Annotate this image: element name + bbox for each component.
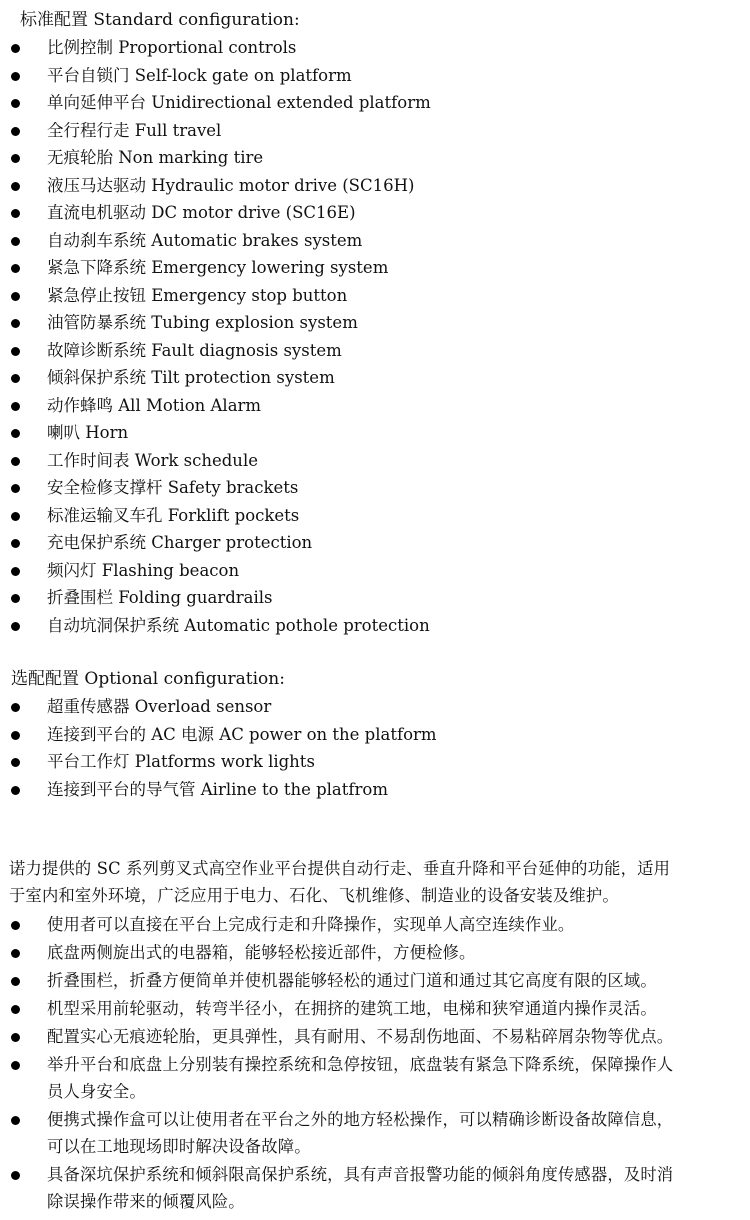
list-item	[0, 254, 750, 282]
bullet-icon	[11, 264, 20, 273]
list-item	[0, 117, 750, 145]
list-item-text: 工作时间表 Work schedule	[47, 450, 258, 470]
bullet-icon	[11, 758, 20, 767]
list-item-text: 倾斜保护系统 Tilt protection system	[47, 368, 335, 387]
feature-item	[0, 967, 750, 994]
list-item-text: 动作蜂鸣 All Motion Alarm	[47, 395, 262, 415]
list-item-text: 紧急停止按钮 Emergency stop button	[47, 285, 348, 305]
list-item	[0, 34, 750, 62]
list-item	[0, 392, 750, 420]
list-item	[0, 529, 750, 557]
bullet-icon	[11, 949, 20, 958]
list-item	[0, 419, 750, 447]
list-item-text: 折叠围栏 Folding guardrails	[47, 588, 273, 607]
feature-text: 配置实心无痕迹轮胎，更具弹性，具有耐用、不易刮伤地面、不易粘碎屑杂物等优点。	[47, 1027, 674, 1046]
list-item	[0, 144, 750, 172]
list-item	[0, 62, 750, 90]
list-item-text: 单向延伸平台 Unidirectional extended platform	[47, 93, 431, 112]
list-item-text: 液压马达驱动 Hydraulic motor drive (SC16H)	[47, 175, 415, 195]
list-item	[0, 748, 750, 776]
list-item	[0, 89, 750, 117]
list-item-text: 平台自锁门 Self-lock gate on platform	[47, 65, 352, 85]
list-item	[0, 309, 750, 337]
list-item-text: 频闪灯 Flashing beacon	[47, 560, 240, 580]
intro-line: 于室内和室外环境，广泛应用于电力、石化、飞机维修、制造业的设备安装及维护。	[9, 886, 619, 905]
feature-text-continued: 可以在工地现场即时解决设备故障。	[47, 1137, 311, 1156]
feature-text: 具备深坑保护系统和倾斜限高保护系统，具有声音报警功能的倾斜角度传感器，及时消	[47, 1165, 674, 1184]
bullet-icon	[11, 731, 20, 740]
bullet-icon	[11, 347, 20, 356]
list-item	[0, 584, 750, 612]
list-item-text: 标准运输叉车孔 Forklift pockets	[47, 505, 300, 525]
feature-text: 举升平台和底盘上分别装有操控系统和急停按钮，底盘装有紧急下降系统，保障操作人	[47, 1055, 674, 1074]
list-item-text: 故障诊断系统 Fault diagnosis system	[47, 340, 342, 360]
feature-item	[0, 939, 750, 966]
standard-config-list	[0, 34, 750, 639]
feature-text: 底盘两侧旋出式的电器箱，能够轻松接近部件，方便检修。	[47, 943, 476, 962]
bullet-icon	[11, 99, 20, 108]
list-item-text: 无痕轮胎 Non marking tire	[47, 148, 264, 167]
bullet-icon	[11, 512, 20, 521]
intro-paragraph	[9, 855, 744, 909]
list-item	[0, 557, 750, 585]
bullet-icon	[11, 539, 20, 548]
feature-item	[0, 911, 750, 938]
list-item	[0, 721, 750, 749]
feature-item	[0, 1106, 750, 1160]
bullet-icon	[11, 127, 20, 136]
bullet-icon	[11, 1033, 20, 1042]
bullet-icon	[11, 237, 20, 246]
feature-text: 使用者可以直接在平台上完成行走和升降操作，实现单人高空连续作业。	[47, 915, 575, 934]
feature-item	[0, 1051, 750, 1105]
feature-item	[0, 995, 750, 1022]
list-item-text: 油管防暴系统 Tubing explosion system	[47, 313, 358, 332]
bullet-icon	[11, 786, 20, 795]
feature-text: 折叠围栏，折叠方便简单并使机器能够轻松的通过门道和通过其它高度有限的区域。	[47, 971, 657, 990]
feature-text-continued: 员人身安全。	[47, 1082, 146, 1101]
bullet-icon	[11, 182, 20, 191]
list-item-text: 平台工作灯 Platforms work lights	[47, 752, 315, 771]
list-item	[0, 364, 750, 392]
bullet-icon	[11, 319, 20, 328]
bullet-icon	[11, 703, 20, 712]
list-item	[0, 612, 750, 640]
list-item-text: 自动坑洞保护系统 Automatic pothole protection	[47, 615, 430, 635]
list-item	[0, 282, 750, 310]
bullet-icon	[11, 1005, 20, 1014]
list-item-text: 超重传感器 Overload sensor	[47, 697, 272, 716]
list-item-text: 自动刹车系统 Automatic brakes system	[47, 230, 363, 250]
list-item	[0, 337, 750, 365]
bullet-icon	[11, 374, 20, 383]
list-item-text: 安全检修支撑杆 Safety brackets	[47, 478, 299, 497]
bullet-icon	[11, 921, 20, 930]
list-item-text: 充电保护系统 Charger protection	[47, 533, 313, 552]
list-item-text: 连接到平台的 AC 电源 AC power on the platform	[47, 724, 437, 744]
bullet-icon	[11, 209, 20, 218]
list-item-text: 喇叭 Horn	[47, 423, 129, 442]
list-item	[0, 776, 750, 804]
list-item	[0, 474, 750, 502]
bullet-icon	[11, 594, 20, 603]
bullet-icon	[11, 429, 20, 438]
bullet-icon	[11, 154, 20, 163]
bullet-icon	[11, 484, 20, 493]
standard-config-heading: 标准配置 Standard configuration:	[20, 10, 300, 30]
list-item-text: 直流电机驱动 DC motor drive (SC16E)	[47, 203, 356, 222]
feature-item	[0, 1023, 750, 1050]
list-item-text: 紧急下降系统 Emergency lowering system	[47, 258, 389, 277]
feature-text: 便携式操作盒可以让使用者在平台之外的地方轻松操作，可以精确诊断设备故障信息，	[47, 1110, 674, 1129]
feature-text-continued: 除误操作带来的倾覆风险。	[47, 1192, 245, 1211]
list-item	[0, 447, 750, 475]
list-item-text: 比例控制 Proportional controls	[47, 38, 297, 57]
bullet-icon	[11, 402, 20, 411]
list-item	[0, 502, 750, 530]
intro-line: 诺力提供的 SC 系列剪叉式高空作业平台提供自动行走、垂直升降和平台延伸的功能，适用	[9, 859, 671, 878]
optional-config-list	[0, 693, 750, 803]
list-item	[0, 693, 750, 721]
bullet-icon	[11, 72, 20, 81]
list-item-text: 全行程行走 Full travel	[47, 120, 222, 140]
list-item	[0, 172, 750, 200]
bullet-icon	[11, 292, 20, 301]
optional-config-heading: 选配配置 Optional configuration:	[11, 669, 285, 689]
feature-item	[0, 1161, 750, 1215]
bullet-icon	[11, 977, 20, 986]
bullet-icon	[11, 567, 20, 576]
bullet-icon	[11, 44, 20, 53]
feature-list	[0, 911, 750, 1216]
list-item	[0, 199, 750, 227]
bullet-icon	[11, 1061, 20, 1070]
bullet-icon	[11, 622, 20, 631]
bullet-icon	[11, 1116, 20, 1125]
list-item	[0, 227, 750, 255]
bullet-icon	[11, 1171, 20, 1180]
feature-text: 机型采用前轮驱动，转弯半径小，在拥挤的建筑工地，电梯和狭窄通道内操作灵活。	[47, 999, 657, 1018]
list-item-text: 连接到平台的导气管 Airline to the platfrom	[47, 779, 388, 799]
bullet-icon	[11, 457, 20, 466]
